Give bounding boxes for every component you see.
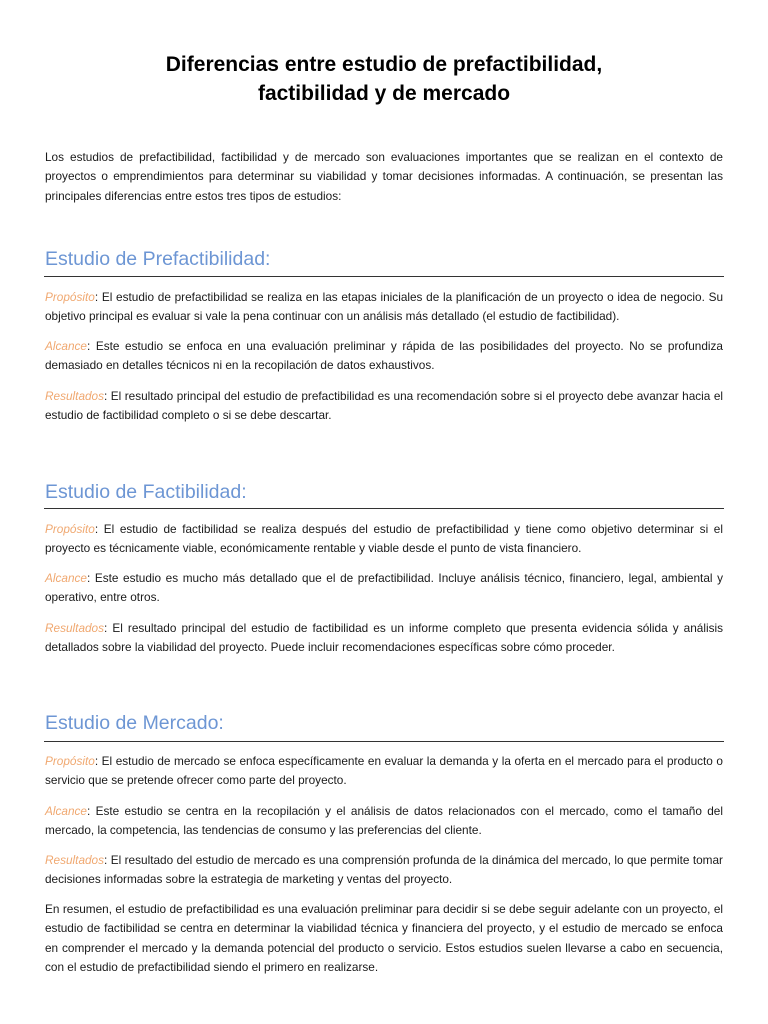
alcance-label: Alcance <box>45 339 87 353</box>
factibilidad-resultados <box>45 619 723 658</box>
section-divider <box>44 741 724 742</box>
alcance-text: : Este estudio se enfoca en una evaluación preliminar y rápida de las posibilidades del proyecto. No se profundiza demasiado en detalles técnicos ni en la recopilación de datos exhaustivos. <box>45 339 723 373</box>
alcance-label: Alcance <box>45 571 87 585</box>
resultados-text: : El resultado principal del estudio de prefactibilidad es una recomendación sobre si el proyecto debe avanzar hacia el estudio de factibilidad completo o si se debe descartar. <box>45 389 723 423</box>
prefactibilidad-resultados <box>45 387 723 426</box>
proposito-label: Propósito <box>45 754 95 768</box>
proposito-label: Propósito <box>45 290 95 304</box>
alcance-text: : Este estudio es mucho más detallado que el de prefactibilidad. Incluye análisis técnico, financiero, legal, ambiental y operativo, entre otros. <box>45 571 723 605</box>
alcance-text: : Este estudio se centra en la recopilación y el análisis de datos relacionados con el mercado, como el tamaño del mercado, la competencia, las tendencias de consumo y las preferencias del cliente. <box>45 804 723 838</box>
factibilidad-proposito <box>45 520 723 559</box>
proposito-text: : El estudio de factibilidad se realiza después del estudio de prefactibilidad y tiene como objetivo determinar si el proyecto es técnicamente viable, económicamente rentable y viable desde el punto de vista financiero. <box>45 522 723 556</box>
document-title-line-1: Diferencias entre estudio de prefactibilidad, <box>165 53 603 76</box>
resultados-text: : El resultado del estudio de mercado es una comprensión profunda de la dinámica del mercado, lo que permite tomar decisiones informadas sobre la estrategia de marketing y ventas del proyecto. <box>45 853 723 887</box>
section-heading-factibilidad: Estudio de Factibilidad: <box>45 481 247 503</box>
section-divider <box>44 508 724 509</box>
conclusion-paragraph: En resumen, el estudio de prefactibilidad es una evaluación preliminar para decidir si se debe seguir adelante con un proyecto, el estudio de factibilidad se centra en determinar la viabilidad técnica y financiera del proyecto, y el estudio de mercado se enfoca en comprender el mercado y la demanda potencial del producto o servicio. Estos estudios suelen llevarse a cabo en secuencia, con el estudio de prefactibilidad siendo el primero en realizarse. <box>45 902 723 975</box>
mercado-resultados <box>45 851 723 890</box>
resultados-label: Resultados <box>45 621 105 635</box>
resultados-text: : El resultado principal del estudio de factibilidad es un informe completo que presenta evidencia sólida y análisis detallados sobre la viabilidad del proyecto. Puede incluir recomendaciones específicas sobre cómo proceder. <box>45 621 723 655</box>
proposito-text: : El estudio de prefactibilidad se realiza en las etapas iniciales de la planificación de un proyecto o idea de negocio. Su objetivo principal es evaluar si vale la pena continuar con un análisis más detallado (el estudio de factibilidad). <box>45 290 723 324</box>
resultados-label: Resultados <box>45 853 105 867</box>
proposito-text: : El estudio de mercado se enfoca específicamente en evaluar la demanda y la oferta en el mercado para el producto o servicio que se pretende ofrecer como parte del proyecto. <box>45 754 723 788</box>
prefactibilidad-alcance <box>45 337 723 376</box>
resultados-label: Resultados <box>45 389 105 403</box>
factibilidad-alcance <box>45 569 723 608</box>
intro-paragraph: Los estudios de prefactibilidad, factibilidad y de mercado son evaluaciones importantes que se realizan en el contexto de proyectos o emprendimientos para determinar su viabilidad y tomar decisiones informadas. A continuación, se presentan las principales diferencias entre estos tres tipos de estudios: <box>45 150 723 203</box>
document-title <box>44 50 724 108</box>
prefactibilidad-proposito <box>45 288 723 327</box>
section-heading-prefactibilidad: Estudio de Prefactibilidad: <box>45 248 271 270</box>
alcance-label: Alcance <box>45 804 87 818</box>
mercado-proposito <box>45 752 723 791</box>
section-heading-mercado: Estudio de Mercado: <box>45 712 224 734</box>
section-divider <box>44 276 724 277</box>
document-title-line-2: factibilidad y de mercado <box>257 82 511 105</box>
proposito-label: Propósito <box>45 522 95 536</box>
mercado-alcance <box>45 802 723 841</box>
